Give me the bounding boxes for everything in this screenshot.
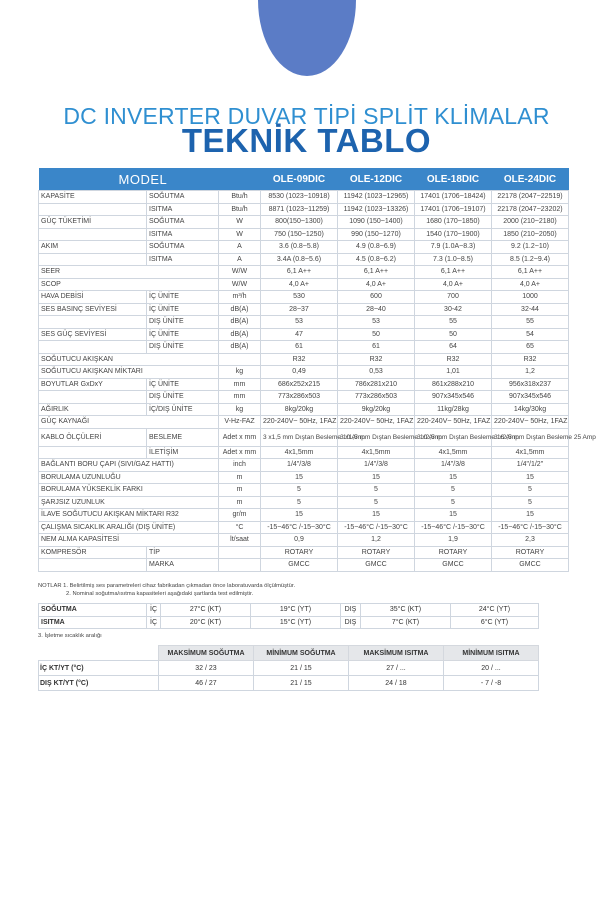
table-cell: R32 <box>492 353 569 366</box>
table-cell: 2,3 <box>492 534 569 547</box>
table-cell: 861x288x210 <box>415 378 492 391</box>
table-cell: -15~46°C /-15~30°C <box>492 521 569 534</box>
table-cell: GMCC <box>492 559 569 572</box>
table-cell: 35°C (KT) <box>361 604 451 617</box>
table-row <box>39 484 569 497</box>
row-label: NEM ALMA KAPASİTESİ <box>39 534 219 547</box>
notes <box>38 583 295 598</box>
table-cell: 20°C (KT) <box>161 616 251 629</box>
row-unit: A <box>219 253 261 266</box>
row-label: AKIM <box>39 241 147 254</box>
table-row <box>39 341 569 354</box>
model-name: OLE-24DIC <box>492 168 569 191</box>
table-cell: 1000 <box>492 291 569 304</box>
model-header: MODEL <box>39 168 261 191</box>
table-cell: 61 <box>261 341 338 354</box>
row-label: DIŞ KT/YT (°C) <box>39 676 159 691</box>
row-unit: inch <box>219 459 261 472</box>
table-row <box>39 559 569 572</box>
table-cell: 28~37 <box>261 303 338 316</box>
row-label: İÇ KT/YT (°C) <box>39 661 159 676</box>
table-row <box>39 428 569 446</box>
condition-mode: SOĞUTMA <box>39 604 147 617</box>
row-unit <box>219 353 261 366</box>
table-cell: 5 <box>338 496 415 509</box>
row-unit: Btu/h <box>219 203 261 216</box>
table-cell: 530 <box>261 291 338 304</box>
table-cell: 11942 (1023~12965) <box>338 191 415 204</box>
row-unit <box>219 546 261 559</box>
table-cell: 5 <box>261 484 338 497</box>
table-cell: 4,0 A+ <box>492 278 569 291</box>
table-cell <box>415 428 519 446</box>
table-cell: 5 <box>338 484 415 497</box>
table-row <box>39 241 569 254</box>
row-label: KAPASİTE <box>39 191 147 204</box>
table-cell: 9kg/20kg <box>338 403 415 416</box>
page-title-line1: DC INVERTER DUVAR TİPİ SPLİT KLİMALAR <box>63 103 550 129</box>
cell-value: 3 x2,5 mm Dıştan Besleme 16 Amp <box>417 433 519 441</box>
row-sublabel: İÇ ÜNİTE <box>147 303 219 316</box>
table-cell: 4x1,5mm <box>261 446 338 459</box>
table-cell: 750 (150~1250) <box>261 228 338 241</box>
table-row <box>39 459 569 472</box>
table-cell: 21 / 15 <box>254 676 349 691</box>
table-cell: 1,01 <box>415 366 492 379</box>
row-unit: m <box>219 484 261 497</box>
row-unit: lt/saat <box>219 534 261 547</box>
table-cell: ROTARY <box>338 546 415 559</box>
temp-header-empty <box>39 646 159 661</box>
row-unit: Adet x mm <box>219 446 261 459</box>
row-label <box>39 203 147 216</box>
table-row <box>39 191 569 204</box>
table-row <box>39 216 569 229</box>
row-label: SCOP <box>39 278 219 291</box>
table-row <box>39 446 569 459</box>
row-unit: gr/m <box>219 509 261 522</box>
table-row <box>39 253 569 266</box>
row-sublabel: İÇ/DIŞ ÜNİTE <box>147 403 219 416</box>
row-unit: kg <box>219 366 261 379</box>
row-unit: °C <box>219 521 261 534</box>
table-cell: 15 <box>492 471 569 484</box>
table-row <box>39 676 539 691</box>
row-sublabel: SOĞUTMA <box>147 216 219 229</box>
row-unit: A <box>219 241 261 254</box>
table-cell: 15 <box>261 509 338 522</box>
table-cell: 8530 (1023~10918) <box>261 191 338 204</box>
table-cell: 28~40 <box>338 303 415 316</box>
table-cell: 8kg/20kg <box>261 403 338 416</box>
row-label: GÜÇ TÜKETİMİ <box>39 216 147 229</box>
table-cell: 220-240V~ 50Hz, 1FAZ <box>415 416 492 429</box>
table-cell: 11942 (1023~13326) <box>338 203 415 216</box>
table-cell: 6,1 A++ <box>492 266 569 279</box>
row-unit: W/W <box>219 266 261 279</box>
row-unit: dB(A) <box>219 303 261 316</box>
table-cell: DIŞ <box>341 616 361 629</box>
table-cell: 4.9 (0.8~6.9) <box>338 241 415 254</box>
table-row <box>39 266 569 279</box>
temp-header: MAKSİMUM SOĞUTMA <box>159 646 254 661</box>
table-cell: 686x252x215 <box>261 378 338 391</box>
note-line-3: 3. İşletme sıcaklık aralığı <box>38 633 102 639</box>
table-cell: 1/4"/3/8 <box>415 459 492 472</box>
table-cell: 9.2 (1.2~10) <box>492 241 569 254</box>
row-label <box>39 253 147 266</box>
table-cell: 700 <box>415 291 492 304</box>
spec-header-row <box>39 168 569 191</box>
table-cell: 600 <box>338 291 415 304</box>
table-cell: 27°C (KT) <box>161 604 251 617</box>
table-cell: 956x318x237 <box>492 378 569 391</box>
table-row <box>39 228 569 241</box>
table-cell: 1/4"/1/2" <box>492 459 569 472</box>
table-cell: 55 <box>492 316 569 329</box>
table-cell: 30-42 <box>415 303 492 316</box>
cell-value: 3 x1,5 mm Dıştan Besleme 10 Amp <box>263 433 365 441</box>
table-row <box>39 521 569 534</box>
temp-header: MİNİMUM ISITMA <box>444 646 539 661</box>
table-cell: 5 <box>492 496 569 509</box>
table-row <box>39 546 569 559</box>
table-cell: GMCC <box>261 559 338 572</box>
table-cell: 21 / 15 <box>254 661 349 676</box>
model-name: OLE-09DIC <box>261 168 338 191</box>
row-unit: dB(A) <box>219 341 261 354</box>
table-cell: 907x345x546 <box>415 391 492 404</box>
temp-header: MİNİMUM SOĞUTMA <box>254 646 349 661</box>
table-row <box>39 534 569 547</box>
table-cell <box>261 428 365 446</box>
table-cell: -15~46°C /-15~30°C <box>261 521 338 534</box>
table-cell: 20 / ... <box>444 661 539 676</box>
row-label: BORULAMA YÜKSEKLİK FARKI <box>39 484 219 497</box>
temp-header: MAKSİMUM ISITMA <box>349 646 444 661</box>
row-unit: W <box>219 228 261 241</box>
table-cell: 7°C (KT) <box>361 616 451 629</box>
table-cell: 50 <box>338 328 415 341</box>
table-cell: ROTARY <box>415 546 492 559</box>
table-cell: 1680 (170~1850) <box>415 216 492 229</box>
table-row <box>39 471 569 484</box>
table-cell: 4x1,5mm <box>415 446 492 459</box>
table-cell: 27 / ... <box>349 661 444 676</box>
row-sublabel: DIŞ ÜNİTE <box>147 316 219 329</box>
row-sublabel: DIŞ ÜNİTE <box>147 391 219 404</box>
row-label: SES GÜÇ SEVİYESİ <box>39 328 147 341</box>
table-cell: 6,1 A++ <box>261 266 338 279</box>
table-cell: 773x286x503 <box>261 391 338 404</box>
table-cell: 1,2 <box>338 534 415 547</box>
table-cell: 1540 (170~1900) <box>415 228 492 241</box>
table-row <box>39 416 569 429</box>
table-cell: 0,49 <box>261 366 338 379</box>
table-cell: 54 <box>492 328 569 341</box>
test-conditions-table <box>38 603 539 629</box>
row-unit: dB(A) <box>219 328 261 341</box>
table-cell <box>492 428 596 446</box>
row-unit: Adet x mm <box>219 428 261 446</box>
table-cell: -15~46°C /-15~30°C <box>338 521 415 534</box>
table-cell: 11kg/28kg <box>415 403 492 416</box>
table-cell: 15 <box>261 471 338 484</box>
table-cell: 17401 (1706~18424) <box>415 191 492 204</box>
row-unit: dB(A) <box>219 316 261 329</box>
cell-value: 3 x2,5 mm Dıştan Besleme 25 Amp <box>494 433 596 441</box>
row-label <box>39 446 147 459</box>
table-cell: İÇ <box>147 616 161 629</box>
row-label: SEER <box>39 266 219 279</box>
condition-mode: ISITMA <box>39 616 147 629</box>
table-row <box>39 661 539 676</box>
row-sublabel: MARKA <box>147 559 219 572</box>
row-label <box>39 391 147 404</box>
row-sublabel: İÇ ÜNİTE <box>147 291 219 304</box>
table-cell: 3.4A (0.8~5.6) <box>261 253 338 266</box>
table-cell: R32 <box>338 353 415 366</box>
row-unit: V-Hz-FAZ <box>219 416 261 429</box>
table-cell: ROTARY <box>261 546 338 559</box>
table-cell: 5 <box>415 484 492 497</box>
table-cell: 32 / 23 <box>159 661 254 676</box>
table-cell: 4,0 A+ <box>338 278 415 291</box>
table-cell: 47 <box>261 328 338 341</box>
row-label: BOYUTLAR GxDxY <box>39 378 147 391</box>
row-sublabel: İÇ ÜNİTE <box>147 328 219 341</box>
row-label: SOĞUTUCU AKIŞKAN MİKTARI <box>39 366 219 379</box>
table-cell: 1090 (150~1400) <box>338 216 415 229</box>
table-row <box>39 496 569 509</box>
page-title-line2: TEKNİK TABLO <box>181 122 432 159</box>
table-cell: 220-240V~ 50Hz, 1FAZ <box>492 416 569 429</box>
table-cell: 1/4"/3/8 <box>338 459 415 472</box>
row-unit: W/W <box>219 278 261 291</box>
table-cell: 15°C (YT) <box>251 616 341 629</box>
table-cell: - 7 / -8 <box>444 676 539 691</box>
row-label: AĞIRLIK <box>39 403 147 416</box>
row-sublabel: ISITMA <box>147 253 219 266</box>
table-cell: 15 <box>415 509 492 522</box>
table-cell: 61 <box>338 341 415 354</box>
row-label <box>39 228 147 241</box>
table-cell: İÇ <box>147 604 161 617</box>
row-unit: m³/h <box>219 291 261 304</box>
table-cell: 220-240V~ 50Hz, 1FAZ <box>338 416 415 429</box>
table-row <box>39 278 569 291</box>
table-cell: 0,53 <box>338 366 415 379</box>
row-label: KOMPRESÖR <box>39 546 147 559</box>
table-row <box>39 378 569 391</box>
row-sublabel: ISITMA <box>147 228 219 241</box>
row-unit <box>219 559 261 572</box>
table-row <box>39 328 569 341</box>
row-unit: W <box>219 216 261 229</box>
table-cell: 4.5 (0.8~6.2) <box>338 253 415 266</box>
table-cell: 1/4"/3/8 <box>261 459 338 472</box>
table-cell: 7.3 (1.0~8.5) <box>415 253 492 266</box>
row-unit: m <box>219 471 261 484</box>
table-cell: 19°C (YT) <box>251 604 341 617</box>
table-cell: 5 <box>492 484 569 497</box>
row-unit: mm <box>219 391 261 404</box>
table-row <box>39 203 569 216</box>
table-cell: 1850 (210~2050) <box>492 228 569 241</box>
decorative-tab-shape <box>258 0 356 76</box>
row-sublabel: BESLEME <box>147 428 219 446</box>
table-cell: 53 <box>261 316 338 329</box>
table-cell: 1,2 <box>492 366 569 379</box>
table-cell: 6°C (YT) <box>451 616 539 629</box>
table-cell: 5 <box>415 496 492 509</box>
table-cell: 17401 (1706~19107) <box>415 203 492 216</box>
table-cell: 8871 (1023~11259) <box>261 203 338 216</box>
table-cell: -15~46°C /-15~30°C <box>415 521 492 534</box>
table-cell: 786x281x210 <box>338 378 415 391</box>
table-row <box>39 403 569 416</box>
table-cell: 0,9 <box>261 534 338 547</box>
table-cell: ROTARY <box>492 546 569 559</box>
table-cell: 24 / 18 <box>349 676 444 691</box>
table-cell: GMCC <box>415 559 492 572</box>
table-cell: R32 <box>261 353 338 366</box>
table-cell: 990 (150~1270) <box>338 228 415 241</box>
table-cell: 24°C (YT) <box>451 604 539 617</box>
table-cell: 65 <box>492 341 569 354</box>
table-cell: 220-240V~ 50Hz, 1FAZ <box>261 416 338 429</box>
table-row <box>39 604 539 617</box>
row-label: ŞARJSIZ UZUNLUK <box>39 496 219 509</box>
note-line-1: NOTLAR 1. Belirtilmiş ses parametreleri cihaz fabrikadan çıkmadan önce laboratuvarda ölçülmüştür. <box>38 583 296 589</box>
table-row <box>39 353 569 366</box>
spec-table <box>38 168 596 572</box>
note-line-2: 2. Nominal soğutma/ısıtma kapasiteleri aşağıdaki şartlarda test edilmiştir. <box>66 590 254 597</box>
table-cell: 3.6 (0.8~5.8) <box>261 241 338 254</box>
table-cell: R32 <box>415 353 492 366</box>
row-sublabel: İÇ ÜNİTE <box>147 378 219 391</box>
table-cell: 8.5 (1.2~9.4) <box>492 253 569 266</box>
table-cell: DIŞ <box>341 604 361 617</box>
table-row <box>39 391 569 404</box>
table-cell: 4,0 A+ <box>261 278 338 291</box>
model-name: OLE-18DIC <box>415 168 492 191</box>
table-row <box>39 316 569 329</box>
table-cell: 22178 (2047~23202) <box>492 203 569 216</box>
row-sublabel: İLETİŞİM <box>147 446 219 459</box>
table-cell: 7.9 (1.0A~8.3) <box>415 241 492 254</box>
table-cell: 800(150~1300) <box>261 216 338 229</box>
table-row <box>39 303 569 316</box>
cell-value: 3 x1,5 mm Dıştan Besleme 10 Amp <box>340 433 442 441</box>
row-label: HAVA DEBİSİ <box>39 291 147 304</box>
temp-header-row <box>39 646 539 661</box>
row-sublabel: ISITMA <box>147 203 219 216</box>
operating-temperature-table <box>38 645 539 691</box>
table-cell: 4x1,5mm <box>338 446 415 459</box>
table-cell: 15 <box>492 509 569 522</box>
table-cell: 32-44 <box>492 303 569 316</box>
table-row <box>39 509 569 522</box>
row-label: SOĞUTUCU AKIŞKAN <box>39 353 219 366</box>
row-label: İLAVE SOĞUTUCU AKIŞKAN MİKTARI R32 <box>39 509 219 522</box>
table-cell: 6,1 A++ <box>338 266 415 279</box>
table-cell: 22178 (2047~22519) <box>492 191 569 204</box>
row-label: GÜÇ KAYNAĞI <box>39 416 219 429</box>
table-cell: 2000 (210~2180) <box>492 216 569 229</box>
row-sublabel: DIŞ ÜNİTE <box>147 341 219 354</box>
table-cell: 5 <box>261 496 338 509</box>
row-label: SES BASINÇ SEVİYESİ <box>39 303 147 316</box>
table-cell: 50 <box>415 328 492 341</box>
table-row <box>39 366 569 379</box>
table-cell: 55 <box>415 316 492 329</box>
model-name: OLE-12DIC <box>338 168 415 191</box>
row-sublabel: TİP <box>147 546 219 559</box>
table-cell: 773x286x503 <box>338 391 415 404</box>
table-cell: 53 <box>338 316 415 329</box>
table-cell: 1,9 <box>415 534 492 547</box>
row-unit: mm <box>219 378 261 391</box>
row-label: KABLO ÖLÇÜLERİ <box>39 428 147 446</box>
table-cell <box>338 428 442 446</box>
row-label <box>39 316 147 329</box>
table-cell: 14kg/30kg <box>492 403 569 416</box>
table-cell: 64 <box>415 341 492 354</box>
table-cell: 15 <box>338 509 415 522</box>
row-sublabel: SOĞUTMA <box>147 191 219 204</box>
table-cell: 6,1 A++ <box>415 266 492 279</box>
row-label: BORULAMA UZUNLUĞU <box>39 471 219 484</box>
table-row <box>39 291 569 304</box>
table-row <box>39 616 539 629</box>
row-label <box>39 559 147 572</box>
row-unit: kg <box>219 403 261 416</box>
row-unit: Btu/h <box>219 191 261 204</box>
row-sublabel: SOĞUTMA <box>147 241 219 254</box>
row-label: BAĞLANTI BORU ÇAPI (SIVI/GAZ HATTI) <box>39 459 219 472</box>
row-unit: m <box>219 496 261 509</box>
table-cell: 4,0 A+ <box>415 278 492 291</box>
table-cell: 15 <box>338 471 415 484</box>
row-label <box>39 341 147 354</box>
table-cell: 4x1,5mm <box>492 446 569 459</box>
table-cell: 15 <box>415 471 492 484</box>
table-cell: 907x345x546 <box>492 391 569 404</box>
table-cell: 46 / 27 <box>159 676 254 691</box>
row-label: ÇALIŞMA SICAKLIK ARALIĞI (DIŞ ÜNİTE) <box>39 521 219 534</box>
table-cell: GMCC <box>338 559 415 572</box>
